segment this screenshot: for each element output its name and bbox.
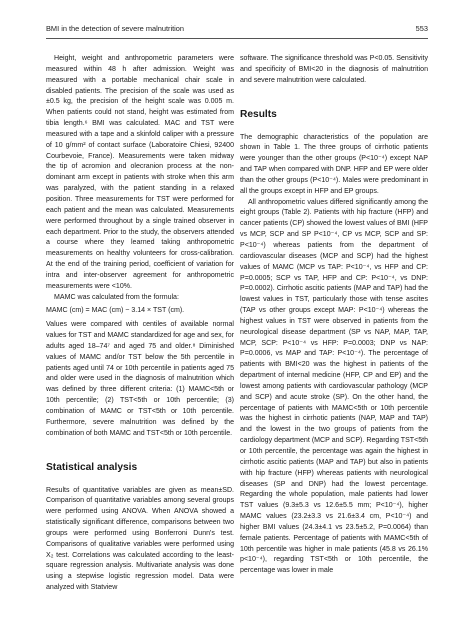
significance-paragraph: software. The significance threshold was P<0.05. Sensitivity and specificity of BMI<20 in the diagnosis of malnutrition and severe malnutrition were calculated. (240, 55, 428, 84)
demographics-paragraph: The demographic characteristics of the population are shown in Table 1. The three groups of cirrhotic patients were younger than the other groups (P<10⁻⁴) except NAP and TAP when compared with DNP. HFP and EP were older than the other groups (P<10⁻⁴). Males were predominant in all the groups except in HFP and EP groups. (240, 133, 428, 195)
statistical-analysis-paragraph: Results of quantitative variables are given as mean±SD. Comparison of quantitative variables among several groups were performed using ANOVA. When ANOVA showed a statistically significant difference, comparisons between two groups were performed using Bonferroni Dunn's test. Comparisons of qualitative variables were performed using X₂ test. Correlations was calculated according to the least-square regression analysis. Multivariate analysis was done using a stepwise logistic regression model. Data were analyzed with Statview (46, 486, 234, 592)
methods-measurement-paragraph: Height, weight and anthropometric parameters were measured within 48 h after admission. Weight was measured with a portable mechanical chair scale in disabled patients. The precision of the scale was used as ±0.5 kg, the precision of the height scale was 0.005 m. When patients could not stand, height was estimated from tibia length.⁶ BMI was calculated. MAC and TST were measured with a tape and a skinfold caliper with a pressure of 10 g/mm² of contact surface (Laboratoire Chiesi, 92400 Courbevoie, France). Measurements were taken midway the tip of acromion and olecranion process at the non-dominant arm except in patients with stroke when this arm was paralyzed, with the patient standing in a relaxed position. Three measurements for TST were performed for each patient and the mean was calculated. Measurements were performed throughout by a single trained observer in each department. Prior to the study, the observers attended a course where they learned taking anthropometric measurements on healthy volunteers for cross-calibration. At the end of the training period, coefficient of variation for intra and inter-observer agreement for anthropometric measurements were <10%. (46, 55, 234, 290)
mamc-formula-intro: MAMC was calculated from the formula: (54, 293, 179, 301)
page-number: 553 (415, 24, 428, 33)
anthropometric-results-paragraph: All anthropometric values differed significantly among the eight groups (Table 2). Patients with hip fracture (HFP) and cancer patients (CP) showed the lowest values of BMI (HFP vs MCP, SCP and SP P<10⁻⁴, CP vs MCP, SCP and SP: P<10⁻⁴) whereas patients from the department of cardiovascular diseases (MCP and SCP) had the highest values of MAMC (MCP vs TAP: P<10⁻⁴, vs HFP and CP: P=0.0005; SCP vs TAP, HFP and CP: P<10⁻⁴, vs DNP: P=0.0002). Cirrhotic ascitic patients (MAP and TAP) had the lowest values in TST, particularly those with tense ascites (TAP vs other groups except MAP: P<10⁻⁴) whereas the highest values in TST were observed in patients from the neurological disease department (SP vs NAP, MAP, TAP, MCP, SCP: P<10⁻⁴ vs HFP: P=0.0003; DNP vs NAP: P=0.0006, vs MAP and TAP: P<10⁻⁴). The percentage of patients with BMI<20 was the highest in patients of the department of internal medicine (HFP, CP and EP) and the lowest among patients with cardiovascular pathology (MCP and SCP) and acute stroke (SP). On the other hand, the percentage of patients with MAMC<5th or 10th percentile was the highest in cirrhotic patients (NAP, MAP and TAP) and the lowest in the two groups of patients from the cardiology department (MCP and SCP). Regarding TST<5th or 10th percentile, the percentage was again the highest in cirrhotic ascitic patients (MAP and TAP) but also in patients with hip fracture (HFP) whereas patients with neurological diseases (SP and DNP) had the lowest percentage. Regarding the whole population, male patients had lower TST values (9.3±5.3 vs 12.6±5.5 mm; P<10⁻⁴), higher MAMC values (23.2±3.3 vs 21.6±3.4 cm, P<10⁻⁴) and higher BMI values (24.3±4.1 vs 23.5±5.2, P=0.0064) than female patients. Percentage of patients with MAMC<5th of 10th percentile was higher in male patients (45.8 vs 26.1% p<10⁻⁴), regarding TST<5th or 10th percentile, the percentage was lower in male (240, 198, 428, 575)
centile-criteria-paragraph: Values were compared with centiles of available normal values for TST and MAMC standardized for age and sex, for adults aged 18–74⁷ and aged 75 and older.⁸ Diminished values of MAMC and/or TST below the 5th percentile in patients aged until 74 or 10th percentile in patients aged 75 and older were used in the diagnosis of malnutrition which was defined by three different criteria: (1) MAMC<5th or 10th percentile; (2) TST<5th or 10th percentile; (3) combination of MAMC or TST<5th or 10th percentile. Furthermore, severe malnutrition was defined by the combination of both MAMC and TST<5th or 10th percentile. (46, 321, 234, 437)
running-title: BMI in the detection of severe malnutrition (46, 24, 185, 33)
left-column (46, 54, 234, 594)
right-column (240, 54, 428, 577)
mamc-formula: MAMC (cm) = MAC (cm) − 3.14 × TST (cm). (46, 307, 185, 315)
results-heading: Results (240, 108, 277, 120)
running-header (46, 22, 428, 39)
statistical-analysis-heading: Statistical analysis (46, 461, 138, 473)
